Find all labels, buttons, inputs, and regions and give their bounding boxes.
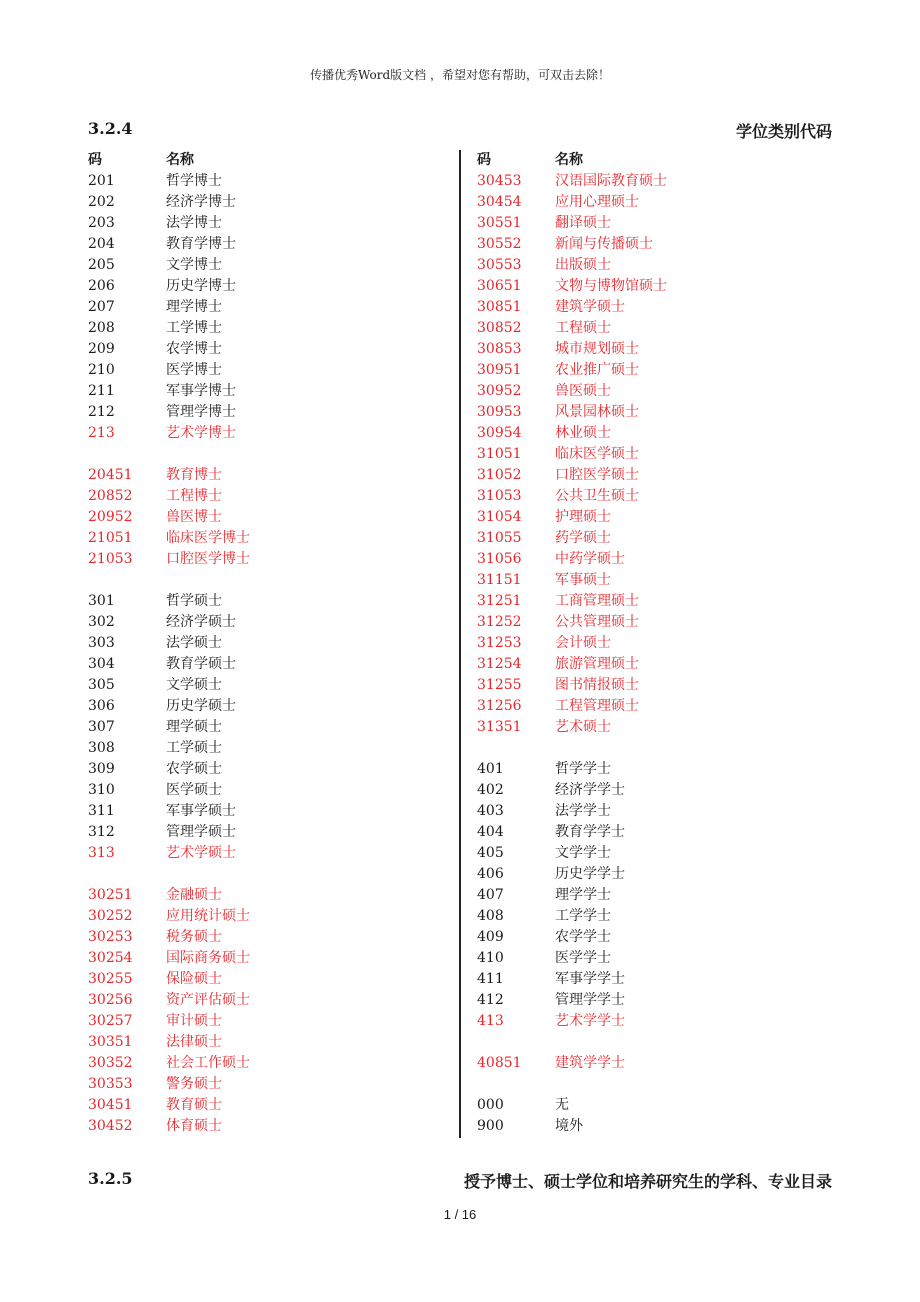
degree-code: 30452 bbox=[88, 1118, 133, 1134]
degree-name: 社会工作硕士 bbox=[166, 1055, 250, 1071]
degree-row bbox=[477, 297, 817, 318]
degree-row bbox=[88, 906, 428, 927]
degree-row bbox=[88, 717, 428, 738]
degree-code: 31151 bbox=[477, 572, 522, 588]
degree-code: 405 bbox=[477, 845, 504, 861]
degree-code: 202 bbox=[88, 194, 115, 210]
degree-row bbox=[477, 276, 817, 297]
degree-row bbox=[477, 906, 817, 927]
degree-name: 理学硕士 bbox=[166, 719, 222, 735]
degree-row bbox=[477, 507, 817, 528]
degree-name: 公共卫生硕士 bbox=[555, 488, 639, 504]
degree-row bbox=[88, 507, 428, 528]
degree-code: 213 bbox=[88, 425, 115, 441]
spacer-row bbox=[477, 1032, 817, 1053]
degree-row bbox=[88, 801, 428, 822]
degree-name: 教育学硕士 bbox=[166, 656, 236, 672]
degree-code: 30352 bbox=[88, 1055, 133, 1071]
degree-row bbox=[477, 381, 817, 402]
degree-name: 应用统计硕士 bbox=[166, 908, 250, 924]
degree-row bbox=[477, 654, 817, 675]
degree-name: 临床医学硕士 bbox=[555, 446, 639, 462]
degree-row bbox=[477, 1116, 817, 1137]
degree-name: 教育学学士 bbox=[555, 824, 625, 840]
degree-code: 31053 bbox=[477, 488, 522, 504]
degree-name: 文物与博物馆硕士 bbox=[555, 278, 667, 294]
degree-name: 无 bbox=[555, 1097, 569, 1113]
degree-name: 法学学士 bbox=[555, 803, 611, 819]
degree-code: 403 bbox=[477, 803, 504, 819]
degree-code: 30257 bbox=[88, 1013, 133, 1029]
right-code-column bbox=[477, 150, 817, 1137]
degree-code: 31255 bbox=[477, 677, 522, 693]
degree-row bbox=[88, 192, 428, 213]
degree-name: 公共管理硕士 bbox=[555, 614, 639, 630]
degree-row bbox=[88, 339, 428, 360]
degree-row bbox=[88, 297, 428, 318]
degree-row bbox=[88, 276, 428, 297]
degree-row bbox=[477, 864, 817, 885]
degree-row bbox=[88, 738, 428, 759]
degree-code: 201 bbox=[88, 173, 115, 189]
degree-row bbox=[88, 486, 428, 507]
degree-code: 311 bbox=[88, 803, 115, 819]
degree-row bbox=[88, 1011, 428, 1032]
degree-row bbox=[88, 1053, 428, 1074]
degree-row bbox=[88, 213, 428, 234]
degree-code: 30954 bbox=[477, 425, 522, 441]
degree-code: 30851 bbox=[477, 299, 522, 315]
degree-row bbox=[477, 318, 817, 339]
degree-name: 城市规划硕士 bbox=[555, 341, 639, 357]
degree-row bbox=[477, 444, 817, 465]
degree-code: 30853 bbox=[477, 341, 522, 357]
spacer-row bbox=[88, 570, 428, 591]
left-code-column bbox=[88, 150, 428, 1137]
degree-code: 306 bbox=[88, 698, 115, 714]
name-column-header: 名称 bbox=[166, 152, 194, 168]
degree-row bbox=[477, 465, 817, 486]
degree-code: 31253 bbox=[477, 635, 522, 651]
degree-name: 艺术学学士 bbox=[555, 1013, 625, 1029]
degree-row bbox=[477, 990, 817, 1011]
header-note: 传播优秀Word版文档 ，希望对您有帮助，可双击去除！ bbox=[310, 68, 610, 82]
degree-row bbox=[88, 1095, 428, 1116]
degree-name: 哲学学士 bbox=[555, 761, 611, 777]
degree-name: 风景园林硕士 bbox=[555, 404, 639, 420]
degree-name: 境外 bbox=[555, 1118, 583, 1134]
degree-row bbox=[477, 612, 817, 633]
degree-row bbox=[88, 843, 428, 864]
degree-row bbox=[477, 801, 817, 822]
degree-code: 406 bbox=[477, 866, 504, 882]
degree-code: 20852 bbox=[88, 488, 133, 504]
degree-name: 军事学学士 bbox=[555, 971, 625, 987]
degree-name: 农学学士 bbox=[555, 929, 611, 945]
degree-name: 工学博士 bbox=[166, 320, 222, 336]
degree-code: 31056 bbox=[477, 551, 522, 567]
page-number: 1 / 16 bbox=[443, 1207, 477, 1222]
degree-code: 407 bbox=[477, 887, 504, 903]
degree-name: 建筑学硕士 bbox=[555, 299, 625, 315]
degree-row bbox=[88, 1074, 428, 1095]
degree-name: 资产评估硕士 bbox=[166, 992, 250, 1008]
degree-name: 管理学硕士 bbox=[166, 824, 236, 840]
degree-code: 206 bbox=[88, 278, 115, 294]
degree-name: 教育博士 bbox=[166, 467, 222, 483]
degree-code: 31351 bbox=[477, 719, 522, 735]
section-title-325: 授予博士、硕士学位和培养研究生的学科、专业目录 bbox=[463, 1172, 832, 1191]
degree-code: 30453 bbox=[477, 173, 522, 189]
degree-name: 经济学硕士 bbox=[166, 614, 236, 630]
degree-name: 审计硕士 bbox=[166, 1013, 222, 1029]
degree-row bbox=[88, 381, 428, 402]
degree-code: 313 bbox=[88, 845, 115, 861]
degree-name: 文学学士 bbox=[555, 845, 611, 861]
degree-name: 金融硕士 bbox=[166, 887, 222, 903]
degree-code: 303 bbox=[88, 635, 115, 651]
degree-code: 40851 bbox=[477, 1055, 522, 1071]
degree-row bbox=[88, 885, 428, 906]
degree-code: 31254 bbox=[477, 656, 522, 672]
degree-code: 411 bbox=[477, 971, 504, 987]
degree-row bbox=[477, 1053, 817, 1074]
degree-row bbox=[477, 570, 817, 591]
degree-row bbox=[477, 192, 817, 213]
degree-row bbox=[88, 234, 428, 255]
degree-row bbox=[477, 822, 817, 843]
degree-row bbox=[477, 591, 817, 612]
degree-name: 经济学学士 bbox=[555, 782, 625, 798]
section-number-324: 3.2.4 bbox=[88, 119, 133, 138]
degree-row bbox=[88, 633, 428, 654]
degree-name: 经济学博士 bbox=[166, 194, 236, 210]
degree-code: 409 bbox=[477, 929, 504, 945]
degree-code: 208 bbox=[88, 320, 115, 336]
degree-code: 20952 bbox=[88, 509, 133, 525]
spacer-row bbox=[477, 738, 817, 759]
degree-name: 工程管理硕士 bbox=[555, 698, 639, 714]
degree-name: 管理学学士 bbox=[555, 992, 625, 1008]
degree-code: 304 bbox=[88, 656, 115, 672]
degree-name: 新闻与传播硕士 bbox=[555, 236, 653, 252]
degree-name: 出版硕士 bbox=[555, 257, 611, 273]
degree-name: 药学硕士 bbox=[555, 530, 611, 546]
degree-name: 工程博士 bbox=[166, 488, 222, 504]
degree-code: 30255 bbox=[88, 971, 133, 987]
degree-name: 理学博士 bbox=[166, 299, 222, 315]
degree-row bbox=[88, 1032, 428, 1053]
degree-row bbox=[88, 402, 428, 423]
degree-code: 30552 bbox=[477, 236, 522, 252]
degree-code: 402 bbox=[477, 782, 504, 798]
degree-row bbox=[477, 486, 817, 507]
degree-row bbox=[477, 528, 817, 549]
column-header-row bbox=[88, 150, 428, 171]
degree-code: 209 bbox=[88, 341, 115, 357]
degree-row bbox=[88, 654, 428, 675]
degree-row bbox=[477, 402, 817, 423]
degree-name: 保险硕士 bbox=[166, 971, 222, 987]
degree-code: 21053 bbox=[88, 551, 133, 567]
degree-code: 30951 bbox=[477, 362, 522, 378]
degree-name: 图书情报硕士 bbox=[555, 677, 639, 693]
degree-code: 312 bbox=[88, 824, 115, 840]
degree-code: 310 bbox=[88, 782, 115, 798]
degree-row bbox=[88, 528, 428, 549]
degree-name: 艺术学博士 bbox=[166, 425, 236, 441]
degree-code: 30953 bbox=[477, 404, 522, 420]
degree-name: 艺术学硕士 bbox=[166, 845, 236, 861]
degree-name: 军事学硕士 bbox=[166, 803, 236, 819]
degree-code: 30952 bbox=[477, 383, 522, 399]
degree-row bbox=[477, 171, 817, 192]
degree-row bbox=[477, 885, 817, 906]
degree-name: 哲学博士 bbox=[166, 173, 222, 189]
degree-code: 305 bbox=[88, 677, 115, 693]
degree-code: 211 bbox=[88, 383, 115, 399]
degree-code: 302 bbox=[88, 614, 115, 630]
degree-code: 31252 bbox=[477, 614, 522, 630]
section-title-324: 学位类别代码 bbox=[735, 122, 832, 141]
degree-row bbox=[477, 255, 817, 276]
degree-code: 212 bbox=[88, 404, 115, 420]
degree-name: 文学硕士 bbox=[166, 677, 222, 693]
degree-row bbox=[477, 675, 817, 696]
degree-name: 护理硕士 bbox=[555, 509, 611, 525]
name-column-header: 名称 bbox=[555, 152, 583, 168]
degree-name: 教育硕士 bbox=[166, 1097, 222, 1113]
degree-row bbox=[477, 1095, 817, 1116]
degree-name: 兽医硕士 bbox=[555, 383, 611, 399]
degree-name: 工商管理硕士 bbox=[555, 593, 639, 609]
degree-code: 30651 bbox=[477, 278, 522, 294]
degree-name: 军事学博士 bbox=[166, 383, 236, 399]
degree-row bbox=[477, 759, 817, 780]
degree-name: 翻译硕士 bbox=[555, 215, 611, 231]
degree-name: 会计硕士 bbox=[555, 635, 611, 651]
degree-row bbox=[477, 549, 817, 570]
degree-name: 国际商务硕士 bbox=[166, 950, 250, 966]
degree-code: 900 bbox=[477, 1118, 504, 1134]
degree-name: 法学博士 bbox=[166, 215, 222, 231]
degree-row bbox=[477, 927, 817, 948]
degree-code: 31055 bbox=[477, 530, 522, 546]
degree-code: 30852 bbox=[477, 320, 522, 336]
degree-name: 军事硕士 bbox=[555, 572, 611, 588]
degree-code: 30553 bbox=[477, 257, 522, 273]
degree-row bbox=[88, 969, 428, 990]
degree-name: 哲学硕士 bbox=[166, 593, 222, 609]
degree-code: 308 bbox=[88, 740, 115, 756]
degree-code: 000 bbox=[477, 1097, 504, 1113]
degree-row bbox=[477, 717, 817, 738]
degree-code: 30252 bbox=[88, 908, 133, 924]
degree-row bbox=[88, 759, 428, 780]
degree-name: 林业硕士 bbox=[555, 425, 611, 441]
degree-row bbox=[88, 927, 428, 948]
degree-code: 30253 bbox=[88, 929, 133, 945]
degree-row bbox=[88, 318, 428, 339]
degree-name: 历史学硕士 bbox=[166, 698, 236, 714]
degree-code: 30251 bbox=[88, 887, 133, 903]
degree-row bbox=[477, 360, 817, 381]
degree-name: 工学学士 bbox=[555, 908, 611, 924]
degree-name: 医学硕士 bbox=[166, 782, 222, 798]
degree-row bbox=[88, 549, 428, 570]
degree-name: 农学硕士 bbox=[166, 761, 222, 777]
degree-row bbox=[477, 339, 817, 360]
degree-row bbox=[88, 612, 428, 633]
degree-code: 30551 bbox=[477, 215, 522, 231]
degree-row bbox=[88, 675, 428, 696]
degree-name: 理学学士 bbox=[555, 887, 611, 903]
degree-row bbox=[88, 780, 428, 801]
degree-code: 207 bbox=[88, 299, 115, 315]
degree-name: 农业推广硕士 bbox=[555, 362, 639, 378]
degree-row bbox=[477, 843, 817, 864]
degree-row bbox=[477, 780, 817, 801]
degree-name: 警务硕士 bbox=[166, 1076, 222, 1092]
degree-name: 文学博士 bbox=[166, 257, 222, 273]
degree-code: 31256 bbox=[477, 698, 522, 714]
degree-code: 309 bbox=[88, 761, 115, 777]
degree-code: 410 bbox=[477, 950, 504, 966]
degree-code: 203 bbox=[88, 215, 115, 231]
degree-code: 30451 bbox=[88, 1097, 133, 1113]
degree-row bbox=[88, 171, 428, 192]
degree-row bbox=[88, 948, 428, 969]
degree-row bbox=[88, 1116, 428, 1137]
degree-code: 205 bbox=[88, 257, 115, 273]
degree-code: 408 bbox=[477, 908, 504, 924]
degree-row bbox=[477, 948, 817, 969]
column-header-row bbox=[477, 150, 817, 171]
degree-name: 法学硕士 bbox=[166, 635, 222, 651]
degree-row bbox=[88, 822, 428, 843]
degree-row bbox=[477, 423, 817, 444]
degree-name: 口腔医学硕士 bbox=[555, 467, 639, 483]
code-column-header: 码 bbox=[88, 152, 102, 168]
degree-name: 历史学学士 bbox=[555, 866, 625, 882]
degree-code: 31051 bbox=[477, 446, 522, 462]
degree-name: 医学学士 bbox=[555, 950, 611, 966]
degree-row bbox=[477, 633, 817, 654]
degree-name: 建筑学学士 bbox=[555, 1055, 625, 1071]
degree-code: 30353 bbox=[88, 1076, 133, 1092]
degree-name: 兽医博士 bbox=[166, 509, 222, 525]
degree-row bbox=[88, 255, 428, 276]
degree-name: 中药学硕士 bbox=[555, 551, 625, 567]
degree-row bbox=[477, 234, 817, 255]
degree-row bbox=[477, 696, 817, 717]
degree-name: 法律硕士 bbox=[166, 1034, 222, 1050]
degree-code: 404 bbox=[477, 824, 504, 840]
degree-code: 401 bbox=[477, 761, 504, 777]
degree-code: 412 bbox=[477, 992, 504, 1008]
degree-name: 临床医学博士 bbox=[166, 530, 250, 546]
degree-row bbox=[88, 696, 428, 717]
degree-code: 21051 bbox=[88, 530, 133, 546]
degree-row bbox=[88, 591, 428, 612]
degree-name: 农学博士 bbox=[166, 341, 222, 357]
degree-row bbox=[477, 1011, 817, 1032]
degree-code: 31052 bbox=[477, 467, 522, 483]
degree-name: 管理学博士 bbox=[166, 404, 236, 420]
degree-code: 20451 bbox=[88, 467, 133, 483]
degree-row bbox=[88, 423, 428, 444]
degree-code: 210 bbox=[88, 362, 115, 378]
degree-row bbox=[88, 990, 428, 1011]
degree-code: 307 bbox=[88, 719, 115, 735]
degree-name: 工程硕士 bbox=[555, 320, 611, 336]
degree-name: 教育学博士 bbox=[166, 236, 236, 252]
section-number-325: 3.2.5 bbox=[88, 1169, 133, 1188]
degree-code: 30454 bbox=[477, 194, 522, 210]
degree-row bbox=[477, 969, 817, 990]
column-divider bbox=[459, 150, 461, 1138]
degree-row bbox=[88, 360, 428, 381]
degree-name: 工学硕士 bbox=[166, 740, 222, 756]
degree-name: 旅游管理硕士 bbox=[555, 656, 639, 672]
degree-code: 30256 bbox=[88, 992, 133, 1008]
degree-code: 30351 bbox=[88, 1034, 133, 1050]
degree-name: 历史学博士 bbox=[166, 278, 236, 294]
degree-name: 艺术硕士 bbox=[555, 719, 611, 735]
degree-code: 30254 bbox=[88, 950, 133, 966]
degree-name: 应用心理硕士 bbox=[555, 194, 639, 210]
code-column-header: 码 bbox=[477, 152, 491, 168]
degree-code: 31054 bbox=[477, 509, 522, 525]
degree-name: 税务硕士 bbox=[166, 929, 222, 945]
degree-code: 204 bbox=[88, 236, 115, 252]
degree-name: 汉语国际教育硕士 bbox=[555, 173, 667, 189]
degree-code: 413 bbox=[477, 1013, 504, 1029]
degree-name: 体育硕士 bbox=[166, 1118, 222, 1134]
degree-code: 31251 bbox=[477, 593, 522, 609]
degree-name: 口腔医学博士 bbox=[166, 551, 250, 567]
spacer-row bbox=[88, 444, 428, 465]
degree-row bbox=[88, 465, 428, 486]
degree-code: 301 bbox=[88, 593, 115, 609]
degree-row bbox=[477, 213, 817, 234]
degree-name: 医学博士 bbox=[166, 362, 222, 378]
spacer-row bbox=[88, 864, 428, 885]
spacer-row bbox=[477, 1074, 817, 1095]
